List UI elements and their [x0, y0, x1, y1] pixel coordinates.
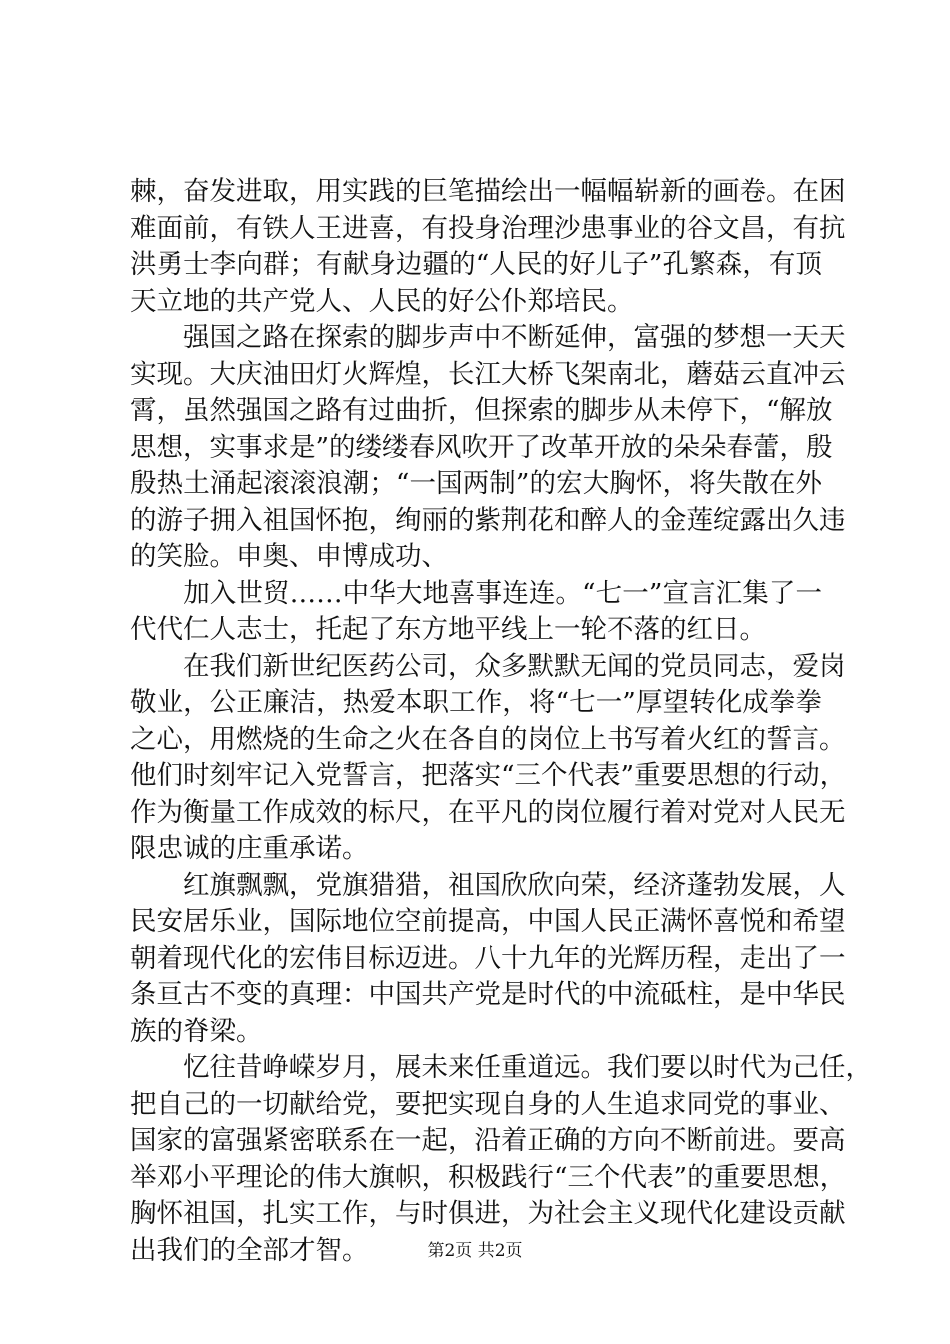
- text-line: 限忠诚的庄重承诺。: [130, 833, 369, 864]
- text-line: 把自己的一切献给党，要把实现自身的人生追求同党的事业、: [130, 1088, 846, 1120]
- text-line: 条亘古不变的真理：中国共产党是时代的中流砥柱，是中华民: [130, 979, 846, 1010]
- text-line: 他们时刻牢记入党誓言，把落实“三个代表”重要思想的行动，: [130, 760, 847, 791]
- text-line: 红旗飘飘，党旗猎猎，祖国欣欣向荣，经济蓬勃发展，人: [130, 869, 846, 901]
- text-line: 忆往昔峥嵘岁月，展未来任重道远。我们要以时代为己任，: [130, 1052, 872, 1083]
- text-line: 作为衡量工作成效的标尺，在平凡的岗位履行着对党对人民无: [130, 796, 846, 828]
- document-body: [130, 174, 872, 1269]
- text-line: 国家的富强紧密联系在一起，沿着正确的方向不断前进。要高: [130, 1125, 846, 1156]
- text-line: 举邓小平理论的伟大旗帜，积极践行“三个代表”的重要思想，: [130, 1161, 847, 1193]
- text-line: 出我们的全部才智。: [130, 1234, 369, 1266]
- text-line: 的笑脸。申奥、申博成功、: [130, 541, 448, 572]
- text-line: 族的脊梁。: [130, 1015, 263, 1047]
- page-number-footer: 第2页 共2页: [427, 1241, 523, 1261]
- text-line: 实现。大庆油田灯火辉煌，长江大桥飞架南北，蘑菇云直冲云: [130, 358, 846, 390]
- text-line: 在我们新世纪医药公司，众多默默无闻的党员同志，爱岗: [130, 650, 846, 682]
- text-line: 之心，用燃烧的生命之火在各自的岗位上书写着火红的誓言。: [130, 723, 846, 755]
- text-line: 洪勇士李向群；有献身边疆的“人民的好儿子”孔繁森，有顶: [130, 249, 822, 280]
- text-line: 强国之路在探索的脚步声中不断延伸，富强的梦想一天天: [130, 322, 846, 353]
- text-line: 朝着现代化的宏伟目标迈进。八十九年的光辉历程，走出了一: [130, 942, 846, 974]
- text-line: 难面前，有铁人王进喜，有投身治理沙患事业的谷文昌，有抗: [130, 212, 846, 244]
- text-line: 民安居乐业，国际地位空前提高，中国人民正满怀喜悦和希望: [130, 906, 846, 937]
- text-line: 胸怀祖国，扎实工作，与时俱进，为社会主义现代化建设贡献: [130, 1198, 846, 1229]
- text-line: 敬业，公正廉洁，热爱本职工作，将“七一”厚望转化成拳拳: [130, 687, 822, 718]
- text-line: 棘，奋发进取，用实践的巨笔描绘出一幅幅崭新的画卷。在困: [130, 176, 846, 207]
- text-line: 加入世贸……中华大地喜事连连。“七一”宣言汇集了一: [130, 577, 822, 609]
- text-line: 思想，实事求是”的缕缕春风吹开了改革开放的朵朵春蕾，殷: [130, 431, 833, 463]
- text-line: 天立地的共产党人、人民的好公仆郑培民。: [130, 285, 634, 317]
- text-line: 代代仁人志士，托起了东方地平线上一轮不落的红日。: [130, 614, 766, 645]
- text-line: 霄，虽然强国之路有过曲折，但探索的脚步从未停下，“解放: [130, 395, 833, 426]
- text-line: 的游子拥入祖国怀抱，绚丽的紫荆花和醉人的金莲绽露出久违: [130, 504, 846, 536]
- text-line: 殷热土涌起滚滚浪潮；“一国两制”的宏大胸怀，将失散在外: [130, 468, 822, 499]
